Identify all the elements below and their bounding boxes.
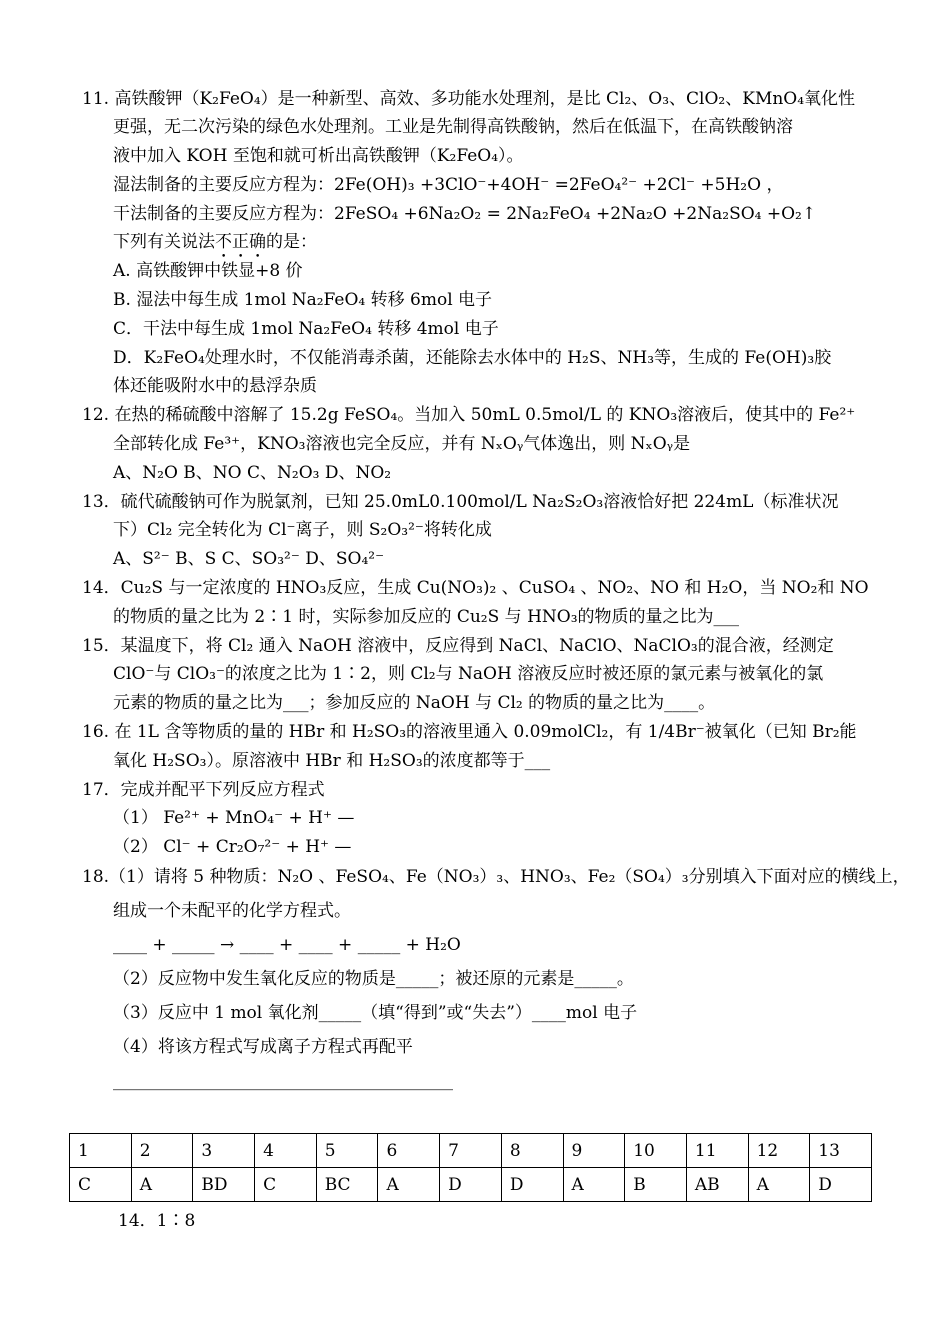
answer-number-cell: 2 xyxy=(131,1134,193,1168)
q11-line-5: 干法制备的主要反应方程为：2FeSO₄ +6Na₂O₂ = 2Na₂FeO₄ +2Na₂O +2Na₂SO₄ +O₂↑ xyxy=(113,204,817,224)
answer-letter-cell: AB xyxy=(686,1168,748,1202)
answer-letter-cell: A xyxy=(131,1168,193,1202)
q13-line-2: 下）Cl₂ 完全转化为 Cl⁻离子，则 S₂O₃²⁻将转化成 xyxy=(113,520,492,540)
answer-number-cell: 6 xyxy=(378,1134,440,1168)
q17-line-1: 17．完成并配平下列反应方程式 xyxy=(82,780,325,800)
answer-table xyxy=(69,1133,872,1202)
q11-emphasis: 不正确 xyxy=(215,232,266,252)
q11-option-b: B. 湿法中每生成 1mol Na₂FeO₄ 转移 6mol 电子 xyxy=(113,290,493,310)
answer-number-cell: 7 xyxy=(440,1134,502,1168)
answer-letter-cell: A xyxy=(563,1168,625,1202)
answer-number-cell: 4 xyxy=(255,1134,317,1168)
answer-letter-cell: A xyxy=(378,1168,440,1202)
q13-options: A、S²⁻ B、S C、SO₃²⁻ D、SO₄²⁻ xyxy=(113,549,385,569)
answer-number-cell: 12 xyxy=(748,1134,810,1168)
answer-letter-cell: D xyxy=(440,1168,502,1202)
answer-letter-cell: BC xyxy=(316,1168,378,1202)
answer-letter-cell: C xyxy=(70,1168,132,1202)
answer-number-cell: 3 xyxy=(193,1134,255,1168)
q12-line-2: 全部转化成 Fe³⁺，KNO₃溶液也完全反应，并有 NₓOᵧ气体逸出，则 NₓOᵧ是 xyxy=(113,434,691,454)
q13-line-1: 13．硫代硫酸钠可作为脱氯剂，已知 25.0mL0.100mol/L Na₂S₂O₃溶液恰好把 224mL（标准状况 xyxy=(82,492,839,512)
answer-number-cell: 9 xyxy=(563,1134,625,1168)
answer-letter-cell: B xyxy=(625,1168,687,1202)
answer-letter-cell: BD xyxy=(193,1168,255,1202)
answer-number-cell: 11 xyxy=(686,1134,748,1168)
q11-line-2: 更强，无二次污染的绿色水处理剂。工业是先制得高铁酸钠，然后在低温下，在高铁酸钠溶 xyxy=(113,117,793,137)
answer-table-number-row xyxy=(70,1134,872,1168)
q14-line-1: 14．Cu₂S 与一定浓度的 HNO₃反应，生成 Cu(NO₃)₂ 、CuSO₄ 、NO₂、NO 和 H₂O，当 NO₂和 NO xyxy=(82,578,869,598)
answer-14: 14．1∶8 xyxy=(118,1211,196,1231)
q15-line-3: 元素的物质的量之比为___；参加反应的 NaOH 与 Cl₂ 的物质的量之比为____。 xyxy=(113,693,716,713)
q18-answer-blank: ________________________________________ xyxy=(113,1071,453,1091)
q16-line-2: 氧化 H₂SO₃）。原溶液中 HBr 和 H₂SO₃的浓度都等于___ xyxy=(113,751,551,771)
q11-line-6-post: 的是： xyxy=(266,232,317,252)
q12-options: A、N₂O B、NO C、N₂O₃ D、NO₂ xyxy=(113,463,392,483)
q11-option-a: A. 高铁酸钾中铁显+8 价 xyxy=(113,261,303,281)
answer-number-cell: 8 xyxy=(501,1134,563,1168)
q15-line-1: 15．某温度下，将 Cl₂ 通入 NaOH 溶液中，反应得到 NaCl、NaClO、NaClO₃的混合液，经测定 xyxy=(82,636,834,656)
answer-letter-cell: D xyxy=(501,1168,563,1202)
q15-line-2: ClO⁻与 ClO₃⁻的浓度之比为 1∶2，则 Cl₂与 NaOH 溶液反应时被还原的氯元素与被氧化的氯 xyxy=(113,664,824,684)
q16-line-1: 16. 在 1L 含等物质的量的 HBr 和 H₂SO₃的溶液里通入 0.09molCl₂，有 1/4Br⁻被氧化（已知 Br₂能 xyxy=(82,722,857,742)
q12-line-1: 12. 在热的稀硫酸中溶解了 15.2g FeSO₄。当加入 50mL 0.5mol/L 的 KNO₃溶液后，使其中的 Fe²⁺ xyxy=(82,405,856,425)
q11-option-c: C．干法中每生成 1mol Na₂FeO₄ 转移 4mol 电子 xyxy=(113,319,499,339)
q11-line-4: 湿法制备的主要反应方程为：2Fe(OH)₃ +3ClO⁻+4OH⁻ =2FeO₄²⁻ +2Cl⁻ +5H₂O ， xyxy=(113,175,784,195)
q11-line-6 xyxy=(113,231,317,262)
answer-number-cell: 13 xyxy=(810,1134,872,1168)
q18-line-2: 组成一个未配平的化学方程式。 xyxy=(113,901,351,921)
q18-equation-template: ____ + _____ → ____ + ____ + _____ + H₂O xyxy=(113,935,461,955)
answer-letter-cell: D xyxy=(810,1168,872,1202)
answer-number-cell: 10 xyxy=(625,1134,687,1168)
q18-part-2: （2）反应物中发生氧化反应的物质是_____；被还原的元素是_____。 xyxy=(113,969,634,989)
q11-line-6-pre: 下列有关说法 xyxy=(113,232,215,252)
q18-part-4: （4）将该方程式写成离子方程式再配平 xyxy=(113,1037,413,1057)
answer-table-letter-row xyxy=(70,1168,872,1202)
answer-number-cell: 5 xyxy=(316,1134,378,1168)
answer-number-cell: 1 xyxy=(70,1134,132,1168)
q11-option-d-line-2: 体还能吸附水中的悬浮杂质 xyxy=(113,376,317,396)
q11-option-d-line-1: D．K₂FeO₄处理水时，不仅能消毒杀菌，还能除去水体中的 H₂S、NH₃等，生成的 Fe(OH)₃胶 xyxy=(113,348,832,368)
q14-line-2: 的物质的量之比为 2∶1 时，实际参加反应的 Cu₂S 与 HNO₃的物质的量之比为___ xyxy=(113,607,740,627)
q17-equation-1: （1） Fe²⁺ + MnO₄⁻ + H⁺ — xyxy=(113,808,355,828)
q11-line-1: 11. 高铁酸钾（K₂FeO₄）是一种新型、高效、多功能水处理剂，是比 Cl₂、O₃、ClO₂、KMnO₄氧化性 xyxy=(82,89,856,109)
q18-line-1: 18.（1）请将 5 种物质：N₂O 、FeSO₄、Fe（NO₃）₃、HNO₃、Fe₂（SO₄）₃分别填入下面对应的横线上， xyxy=(82,867,910,887)
q11-line-3: 液中加入 KOH 至饱和就可析出高铁酸钾（K₂FeO₄）。 xyxy=(113,146,524,166)
q17-equation-2: （2） Cl⁻ + Cr₂O₇²⁻ + H⁺ — xyxy=(113,837,352,857)
answer-letter-cell: A xyxy=(748,1168,810,1202)
answer-letter-cell: C xyxy=(255,1168,317,1202)
q18-part-3: （3）反应中 1 mol 氧化剂_____（填“得到”或“失去”）____mol 电子 xyxy=(113,1003,638,1023)
